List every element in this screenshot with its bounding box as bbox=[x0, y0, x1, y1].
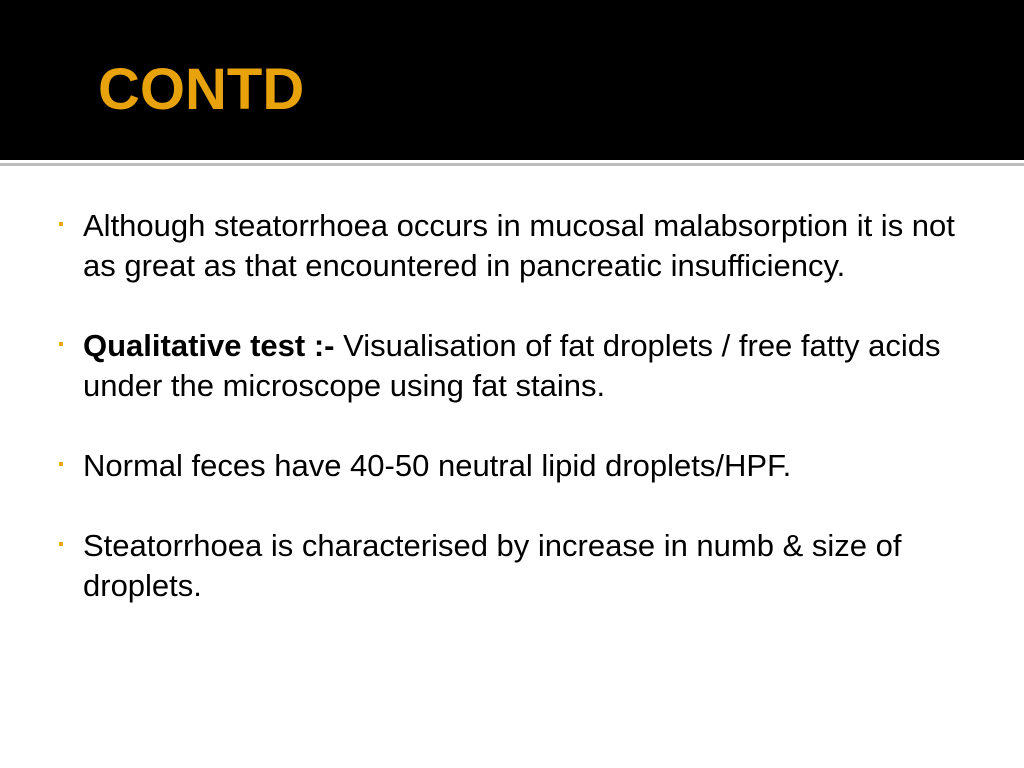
header-divider-gray bbox=[0, 163, 1024, 166]
bullet-text: Normal feces have 40-50 neutral lipid droplets/HPF. bbox=[83, 448, 792, 483]
bullet-bold-label: Qualitative test :- bbox=[83, 328, 335, 363]
bullet-text: Although steatorrhoea occurs in mucosal malabsorption it is not as great as that encountered in pancreatic insufficiency. bbox=[83, 208, 955, 283]
bullet-item bbox=[56, 446, 956, 486]
bullet-item bbox=[56, 326, 956, 406]
bullet-marker-icon bbox=[59, 542, 63, 546]
bullet-item bbox=[56, 526, 956, 606]
bullet-text: Steatorrhoea is characterised by increase in numb & size of droplets. bbox=[83, 528, 902, 603]
slide-title: CONTD bbox=[98, 57, 305, 122]
header-band bbox=[0, 0, 1024, 160]
bullet-list bbox=[56, 206, 956, 606]
bullet-item bbox=[56, 206, 956, 286]
bullet-marker-icon bbox=[59, 462, 63, 466]
bullet-marker-icon bbox=[59, 342, 63, 346]
bullet-marker-icon bbox=[59, 222, 63, 226]
bullet-text: Visualisation of fat droplets / free fatty acids under the microscope using fat stains. bbox=[83, 328, 941, 403]
